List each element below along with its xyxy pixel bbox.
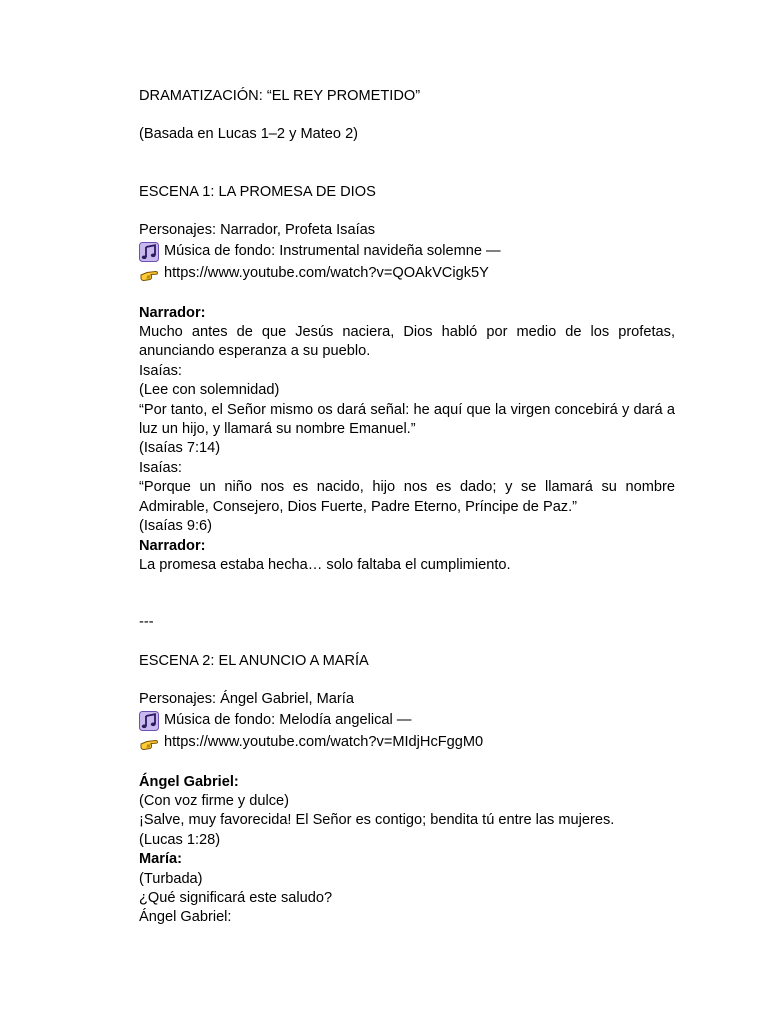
scene1-characters: Personajes: Narrador, Profeta Isaías [139, 222, 376, 239]
scene1-link-line[interactable] [139, 263, 675, 285]
scripture-quote: “Porque un niño nos es nacido, hijo nos es dado; y se llamará su nombre Admirable, Consejero, Dios Fuerte, Padre Eterno, Príncipe de Paz.” [139, 479, 675, 515]
scene2-link-line[interactable] [139, 732, 675, 754]
scene2-characters: Personajes: Ángel Gabriel, María [139, 691, 354, 708]
speaker-isaias: Isaías: [139, 362, 182, 379]
scene-separator: --- [139, 614, 154, 631]
scene1-heading: ESCENA 1: LA PROMESA DE DIOS [139, 183, 376, 200]
stage-direction: (Turbada) [139, 870, 203, 887]
speaker-isaias: Isaías: [139, 459, 182, 476]
speaker-narrador: Narrador: [139, 537, 206, 554]
scripture-reference: (Isaías 9:6) [139, 518, 212, 535]
scripture-quote: “Por tanto, el Señor mismo os dará señal: he aquí que la virgen concebirá y dará a luz un hijo, y llamará su nombre Emanuel.” [139, 401, 675, 438]
scene2-music-text: Música de fondo: Melodía angelical — [164, 711, 412, 728]
pointing-hand-icon [139, 264, 159, 284]
scripture-reference: (Isaías 7:14) [139, 440, 221, 457]
scripture-reference: (Lucas 1:28) [139, 831, 221, 848]
stage-direction: (Con voz firme y dulce) [139, 792, 290, 809]
dialogue-text: ¿Qué significará este saludo? [139, 889, 333, 906]
scene1-music-line [139, 241, 675, 263]
narration-text: La promesa estaba hecha… solo faltaba el cumplimiento. [139, 556, 511, 573]
music-note-icon [139, 242, 159, 262]
narration-text: Mucho antes de que Jesús naciera, Dios habló por medio de los profetas, anunciando esperanza a su pueblo. [139, 324, 675, 360]
scene2-youtube-link[interactable]: https://www.youtube.com/watch?v=MIdjHcFggM0 [164, 733, 484, 750]
music-note-icon [139, 711, 159, 731]
scene2-music-line [139, 710, 675, 732]
document-page [139, 87, 675, 928]
scene2-heading: ESCENA 2: EL ANUNCIO A MARÍA [139, 652, 369, 669]
speaker-narrador: Narrador: [139, 304, 206, 321]
dialogue-text: ¡Salve, muy favorecida! El Señor es contigo; bendita tú entre las mujeres. [139, 812, 615, 829]
pointing-hand-icon [139, 733, 159, 753]
document-title: DRAMATIZACIÓN: “EL REY PROMETIDO” [139, 88, 421, 104]
scene1-music-text: Música de fondo: Instrumental navideña solemne — [164, 242, 501, 259]
speaker-maria: María: [139, 851, 182, 868]
speaker-angel-gabriel: Ángel Gabriel: [139, 773, 239, 790]
speaker-angel-gabriel: Ángel Gabriel: [139, 909, 232, 926]
scene1-youtube-link[interactable]: https://www.youtube.com/watch?v=QOAkVCigk5Y [164, 264, 489, 281]
stage-direction: (Lee con solemnidad) [139, 382, 280, 399]
document-subtitle: (Basada en Lucas 1–2 y Mateo 2) [139, 126, 359, 143]
